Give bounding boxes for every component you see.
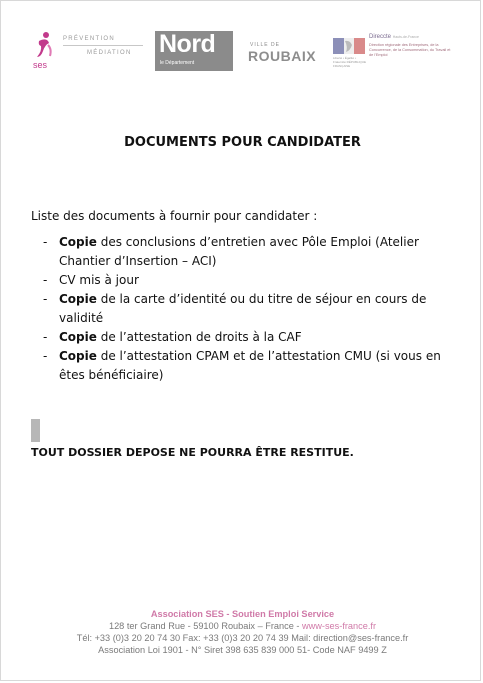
roubaix-ville: VILLE DE (250, 42, 280, 48)
ses-mediation: MÉDIATION (87, 50, 132, 56)
item-text: de la carte d’identité ou du titre de séjour en cours de validité (59, 292, 427, 325)
item-keyword: Copie (59, 292, 97, 306)
roubaix-logo (245, 37, 325, 71)
list-dash: - (43, 349, 48, 363)
margin-marker (31, 419, 40, 442)
nord-name: Nord (159, 30, 216, 58)
footer-website-link[interactable]: www-ses-france.fr (302, 621, 377, 631)
republique-caption: Liberté • Égalité • Fraternité RÉPUBLIQUE FRANÇAISE (333, 56, 367, 68)
list-item (31, 347, 451, 385)
direccte-name (369, 34, 419, 40)
list-dash: - (43, 292, 48, 306)
documents-list (31, 233, 451, 385)
list-dash: - (43, 235, 48, 249)
intro-text: Liste des documents à fournir pour candidater : (31, 209, 318, 223)
item-text: des conclusions d’entretien avec Pôle Emploi (Atelier Chantier d’Insertion – ACI) (59, 235, 419, 268)
footer-contact: Tél: +33 (0)3 20 20 74 30 Fax: +33 (0)3 20 20 74 39 Mail: direction@ses-france.fr (76, 633, 409, 643)
footer-address (1, 620, 483, 632)
list-dash: - (43, 330, 48, 344)
list-item (31, 233, 451, 271)
direccte-description: Direction régionale des Entreprises, de la Concurrence, de la Consommation, du Travail et de l'Emploi (369, 43, 451, 57)
ses-name: ses (33, 60, 48, 70)
page-title: DOCUMENTS POUR CANDIDATER (124, 135, 361, 150)
list-dash: - (43, 273, 48, 287)
list-item (31, 328, 451, 347)
ses-prevention: PRÉVENTION (63, 36, 116, 42)
footer-legal: Association Loi 1901 - N° Siret 398 635 839 000 51- Code NAF 9499 Z (98, 645, 387, 655)
item-keyword: Copie (59, 349, 97, 363)
marianne-flag-icon (333, 38, 365, 54)
item-text: de l’attestation de droits à la CAF (96, 330, 302, 344)
item-keyword: Copie (59, 330, 97, 344)
direccte-logo (331, 33, 451, 73)
item-keyword: Copie (59, 235, 97, 249)
direccte-region: Hauts-de-France (392, 35, 419, 39)
footer-org: Association SES - Soutien Emploi Service (150, 609, 335, 619)
header-logos (31, 29, 451, 75)
footer-address-text: 128 ter Grand Rue - 59100 Roubaix – France - (108, 621, 302, 631)
ses-logo (31, 29, 146, 73)
list-item (31, 290, 451, 328)
nord-logo (155, 31, 233, 71)
footer (1, 608, 483, 656)
ses-divider (63, 45, 143, 46)
item-text: de l’attestation CPAM et de l’attestation CMU (si vous en êtes bénéficiaire) (59, 349, 441, 382)
nord-subtitle: le Département (160, 60, 195, 66)
notice-text: TOUT DOSSIER DEPOSE NE POURRA ÊTRE RESTITUE. (31, 446, 354, 459)
ses-figure-icon (33, 31, 55, 59)
item-text: CV mis à jour (59, 273, 139, 287)
roubaix-name: ROUBAIX (248, 48, 317, 64)
direccte-title: Direccte (369, 34, 392, 40)
list-item (31, 271, 451, 290)
